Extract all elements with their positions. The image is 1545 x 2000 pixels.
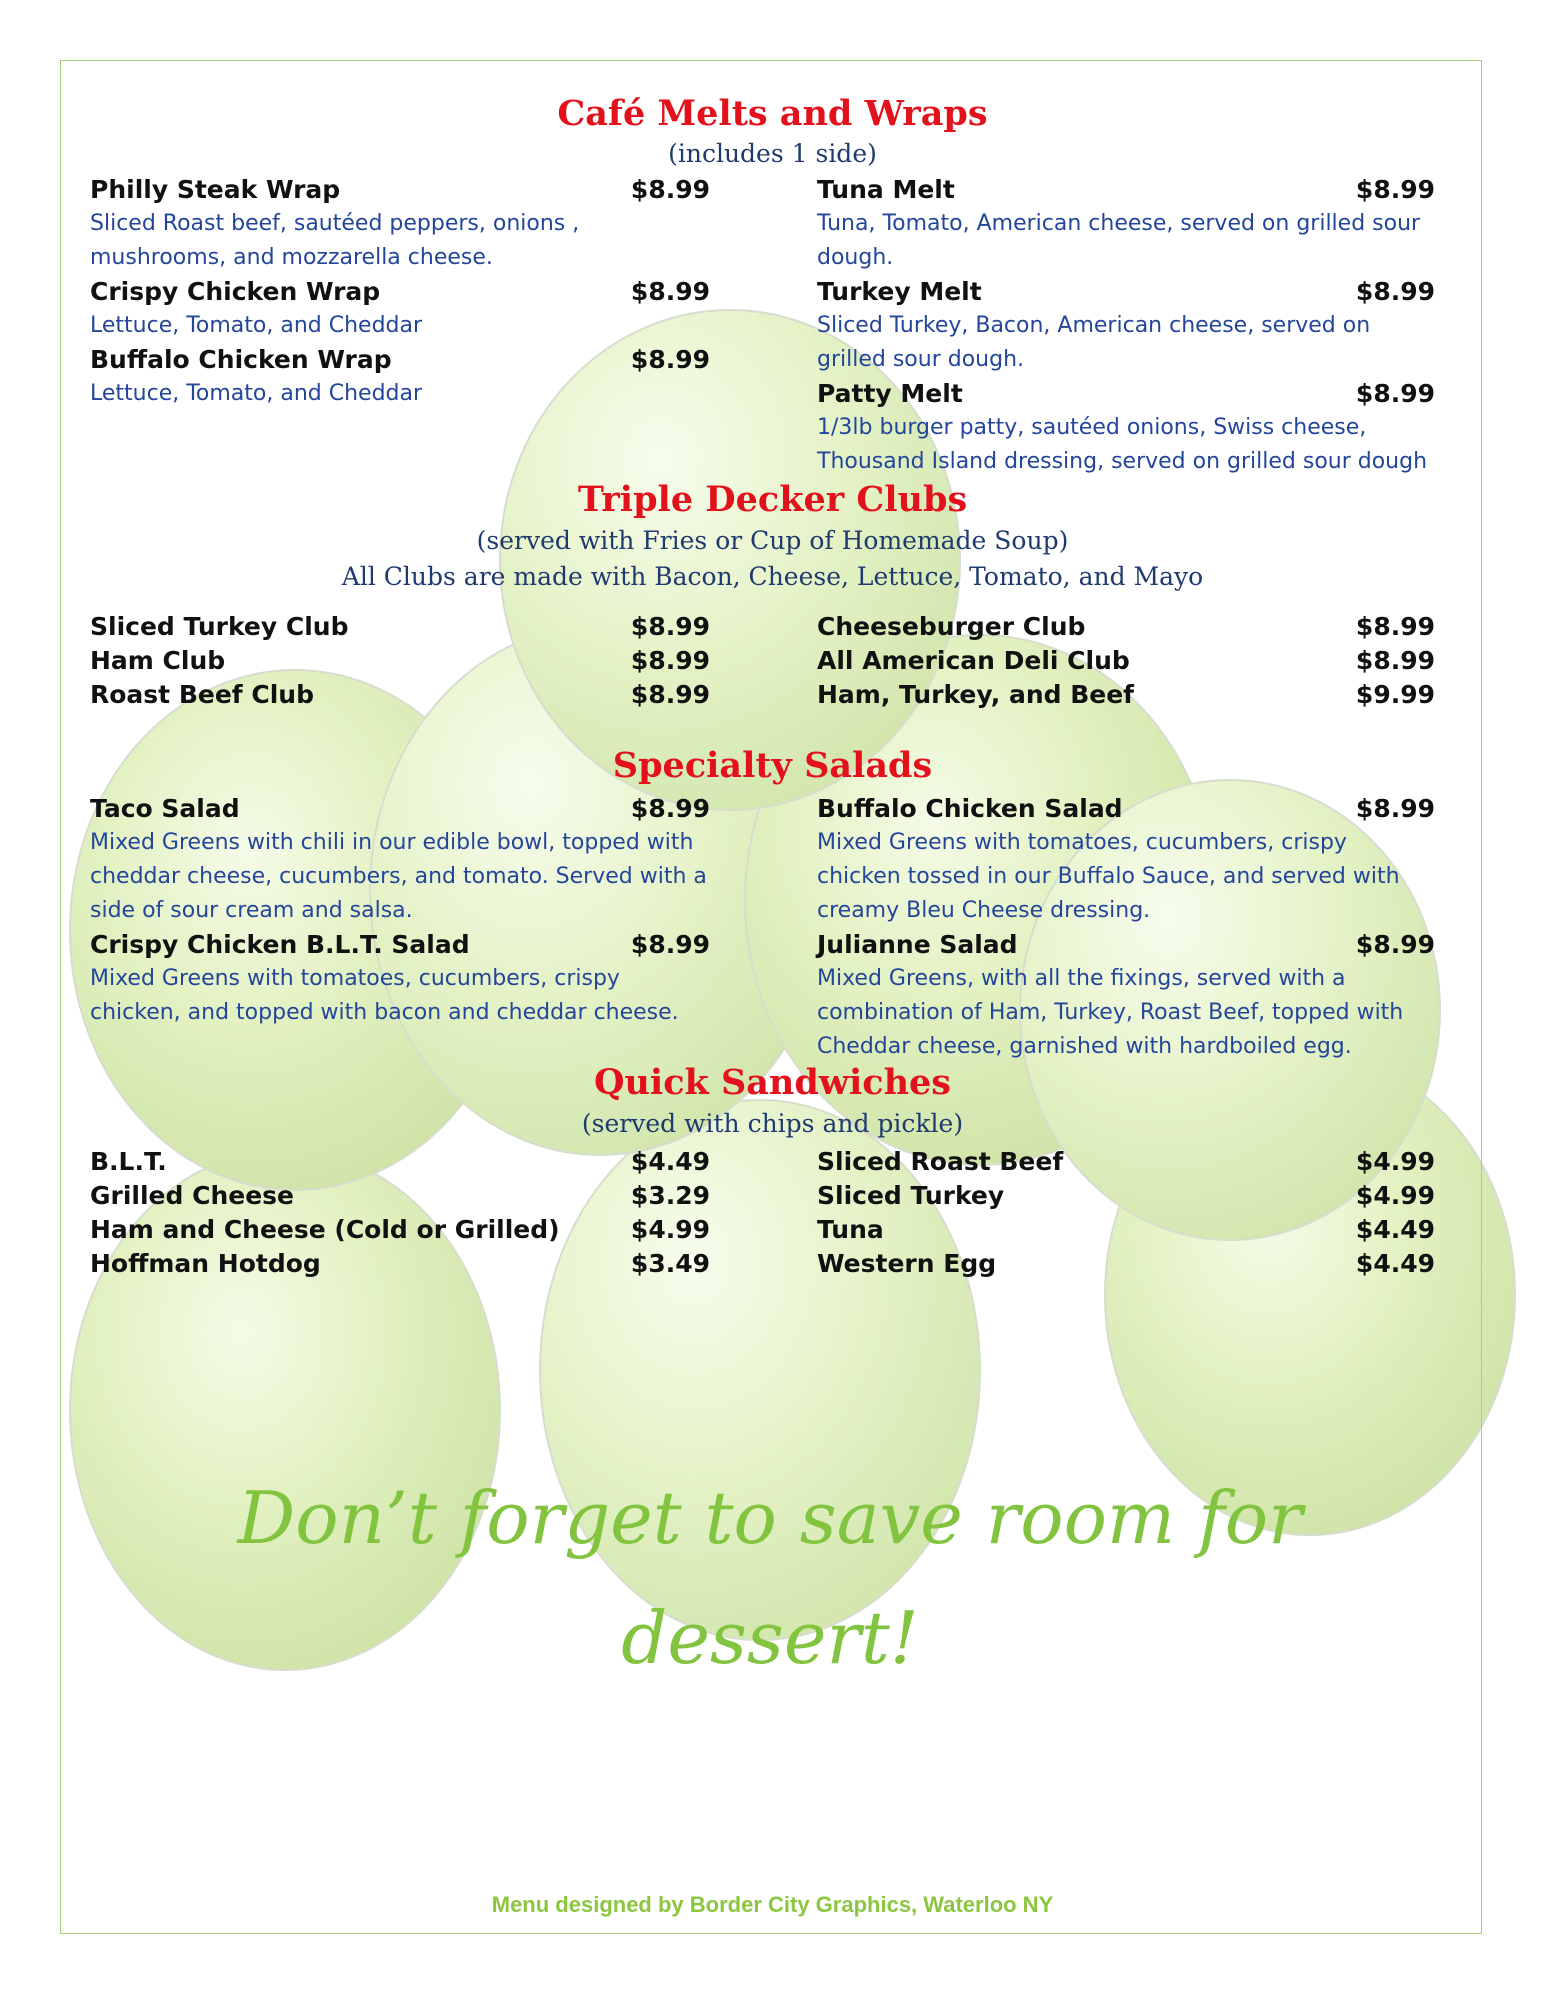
item-description: Mixed Greens with tomatoes, cucumbers, crispy chicken tossed in our Buffalo Sauce, and served with creamy Bleu Cheese dressing. [817, 830, 1400, 923]
menu-item [817, 1213, 1435, 1247]
item-price: $4.49 [1355, 1215, 1435, 1244]
menu-item [817, 1145, 1435, 1179]
section-note-clubs: All Clubs are made with Bacon, Cheese, Lettuce, Tomato, and Mayo [341, 562, 1204, 591]
item-description: Lettuce, Tomato, and Cheddar [90, 313, 423, 338]
section-title-sandwiches: Quick Sandwiches [593, 1062, 951, 1103]
item-description: Sliced Turkey, Bacon, American cheese, served on grilled sour dough. [817, 313, 1371, 372]
item-description: 1/3lb burger patty, sautéed onions, Swiss cheese, Thousand Island dressing, served on grilled sour dough [817, 415, 1428, 474]
item-name: Taco Salad [90, 794, 240, 823]
menu-item [90, 1179, 710, 1213]
section-title-clubs: Triple Decker Clubs [577, 479, 968, 520]
menu-item [90, 1145, 710, 1179]
item-price: $8.99 [630, 175, 710, 204]
menu-item [817, 928, 1435, 1064]
item-description: Mixed Greens, with all the fixings, served with a combination of Ham, Turkey, Roast Beef, topped with Cheddar cheese, garnished with hardboiled egg. [817, 966, 1404, 1059]
menu-item [90, 644, 710, 678]
sandwiches-right-column [817, 1145, 1435, 1281]
menu-item [90, 1213, 710, 1247]
item-name: All American Deli Club [817, 646, 1130, 675]
item-price: $4.99 [1355, 1181, 1435, 1210]
item-price: $8.99 [1355, 930, 1435, 959]
item-price: $8.99 [630, 930, 710, 959]
clubs-right-column [817, 610, 1435, 712]
item-name: Turkey Melt [817, 277, 982, 306]
item-description: Mixed Greens with tomatoes, cucumbers, crispy chicken, and topped with bacon and cheddar cheese. [90, 966, 679, 1025]
menu-item [817, 1247, 1435, 1281]
item-price: $8.99 [630, 277, 710, 306]
menu-item [90, 275, 710, 343]
menu-item [817, 792, 1435, 928]
item-name: Grilled Cheese [90, 1181, 295, 1210]
item-price: $4.49 [630, 1147, 710, 1176]
menu-item [90, 928, 710, 1030]
salads-right-column [817, 792, 1435, 1064]
item-price: $3.29 [630, 1181, 710, 1210]
item-name: Tuna [817, 1215, 884, 1244]
item-price: $8.99 [1355, 612, 1435, 641]
item-name: Roast Beef Club [90, 680, 314, 709]
section-title-melts: Café Melts and Wraps [557, 93, 988, 134]
item-price: $8.99 [630, 646, 710, 675]
item-name: Buffalo Chicken Salad [817, 794, 1123, 823]
menu-item [90, 343, 710, 411]
clubs-left-column [90, 610, 710, 712]
item-name: Hoffman Hotdog [90, 1249, 321, 1278]
item-name: B.L.T. [90, 1147, 167, 1176]
item-price: $8.99 [630, 345, 710, 374]
item-description: Lettuce, Tomato, and Cheddar [90, 381, 423, 406]
item-price: $4.99 [630, 1215, 710, 1244]
menu-item [90, 678, 710, 712]
item-name: Ham Club [90, 646, 226, 675]
menu-item [90, 610, 710, 644]
item-price: $9.99 [1355, 680, 1435, 709]
item-name: Western Egg [817, 1249, 997, 1278]
item-price: $8.99 [630, 612, 710, 641]
menu-item [90, 792, 710, 928]
dessert-line-2: dessert! [621, 1596, 919, 1680]
item-price: $8.99 [1355, 175, 1435, 204]
menu-item [817, 275, 1435, 377]
item-price: $8.99 [1355, 794, 1435, 823]
menu-item [817, 610, 1435, 644]
menu-item [817, 644, 1435, 678]
designer-credit: Menu designed by Border City Graphics, Waterloo NY [491, 1892, 1054, 1917]
dessert-line-1: Don’t forget to save room for [237, 1476, 1303, 1560]
section-subtitle-melts: (includes 1 side) [668, 139, 877, 168]
item-name: Crispy Chicken Wrap [90, 277, 381, 306]
item-price: $8.99 [630, 794, 710, 823]
melts-left-column [90, 173, 710, 411]
item-description: Mixed Greens with chili in our edible bowl, topped with cheddar cheese, cucumbers, and tomato. Served with a side of sour cream and salsa. [90, 830, 707, 923]
item-name: Ham, Turkey, and Beef [817, 680, 1135, 709]
item-name: Tuna Melt [817, 175, 955, 204]
section-title-salads: Specialty Salads [612, 745, 933, 786]
item-name: Crispy Chicken B.L.T. Salad [90, 930, 470, 959]
item-price: $8.99 [630, 680, 710, 709]
item-price: $4.49 [1355, 1249, 1435, 1278]
item-price: $3.49 [630, 1249, 710, 1278]
item-name: Cheeseburger Club [817, 612, 1086, 641]
item-description: Tuna, Tomato, American cheese, served on grilled sour dough. [817, 211, 1421, 270]
item-name: Philly Steak Wrap [90, 175, 341, 204]
item-name: Julianne Salad [817, 930, 1018, 959]
menu-item [817, 173, 1435, 275]
section-subtitle-clubs: (served with Fries or Cup of Homemade Soup) [476, 526, 1069, 555]
menu-item [90, 1247, 710, 1281]
sandwiches-left-column [90, 1145, 710, 1281]
item-name: Buffalo Chicken Wrap [90, 345, 392, 374]
menu-item [817, 377, 1435, 479]
item-description: Sliced Roast beef, sautéed peppers, onions , mushrooms, and mozzarella cheese. [90, 211, 580, 270]
item-name: Ham and Cheese (Cold or Grilled) [90, 1215, 560, 1244]
item-price: $4.99 [1355, 1147, 1435, 1176]
item-name: Sliced Turkey Club [90, 612, 349, 641]
item-price: $8.99 [1355, 379, 1435, 408]
menu-item [817, 678, 1435, 712]
melts-right-column [817, 173, 1435, 479]
section-subtitle-sandwiches: (served with chips and pickle) [581, 1109, 964, 1138]
item-price: $8.99 [1355, 646, 1435, 675]
item-price: $8.99 [1355, 277, 1435, 306]
item-name: Sliced Roast Beef [817, 1147, 1064, 1176]
item-name: Sliced Turkey [817, 1181, 1005, 1210]
menu-item [817, 1179, 1435, 1213]
salads-left-column [90, 792, 710, 1030]
menu-item [90, 173, 710, 275]
dessert-reminder [120, 1458, 1420, 1698]
item-name: Patty Melt [817, 379, 963, 408]
